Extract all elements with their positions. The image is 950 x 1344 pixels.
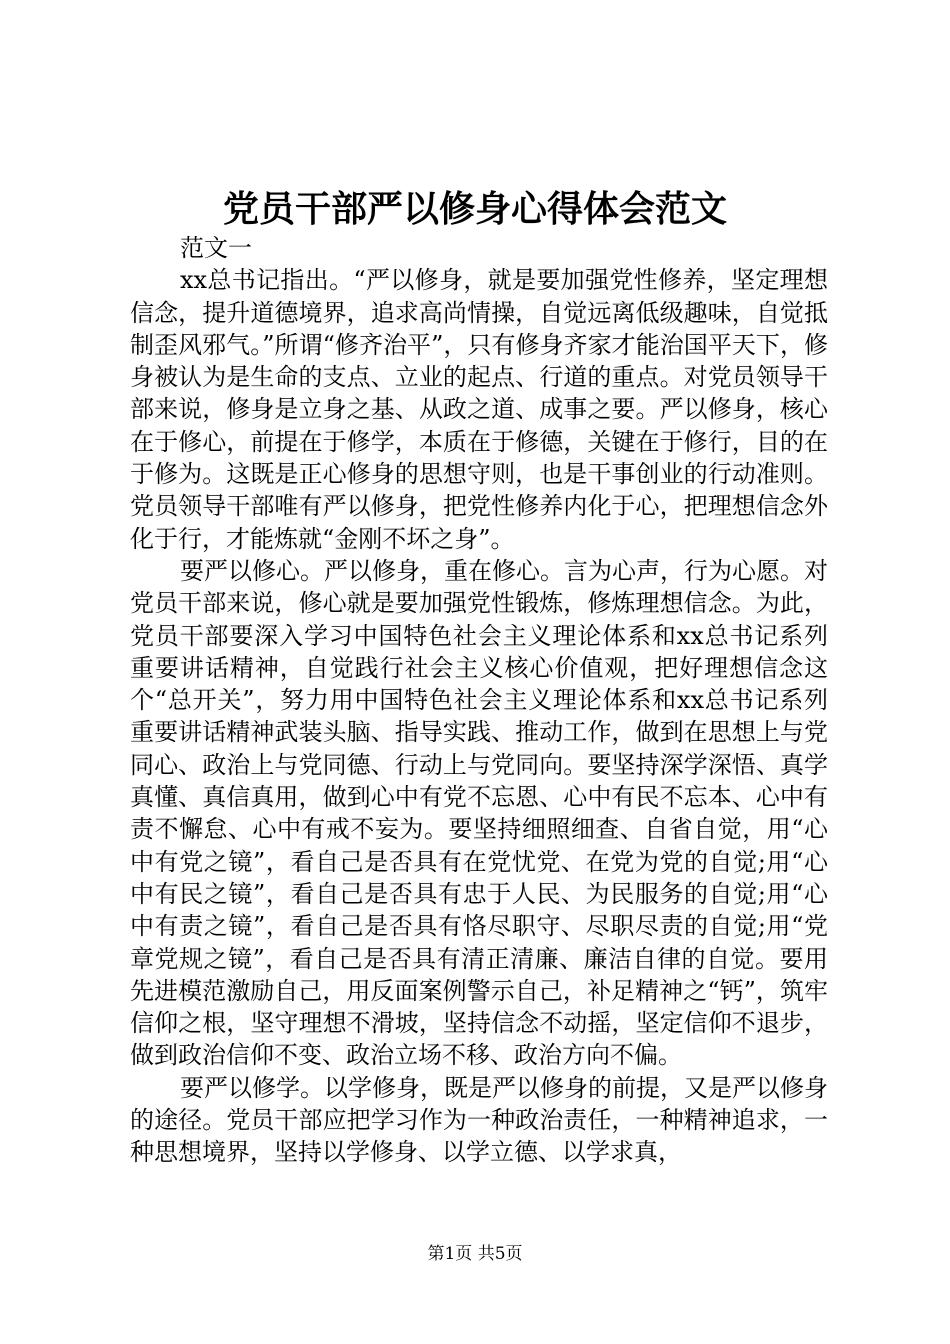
document-title: 党员干部严以修身心得体会范文 <box>222 189 727 230</box>
document-body <box>130 232 828 1169</box>
page-footer: 第1页 共5页 <box>427 1244 523 1264</box>
paragraph-1: xx总书记指出。“严以修身，就是要加强党性修养，坚定理想信念，提升道德境界，追求高尚情操，自觉远离低级趣味，自觉抵制歪风邪气。”所谓“修齐治平”，只有修身齐家才能治国平天下，修身被认为是生命的支点、立业的起点、行道的重点。对党员领导干部来说，修身是立身之基、从政之道、成事之要。严以修身，核心在于修心，前提在于修学，本质在于修德，关键在于修行，目的在于修为。这既是正心修身的思想守则，也是干事创业的行动准则。党员领导干部唯有严以修身，把党性修养内化于心，把理想信念外化于行，才能炼就“金刚不坏之身”。 <box>130 266 828 553</box>
paragraph-3: 要严以修学。以学修身，既是严以修身的前提，又是严以修身的途径。党员干部应把学习作为一种政治责任，一种精神追求，一种思想境界，坚持以学修身、以学立德、以学求真， <box>130 1073 828 1167</box>
section-label: 范文一 <box>180 234 252 262</box>
paragraph-2: 要严以修心。严以修身，重在修心。言为心声，行为心愿。对党员干部来说，修心就是要加强党性锻炼，修炼理想信念。为此，党员干部要深入学习中国特色社会主义理论体系和xx总书记系列重要讲话精神，自觉践行社会主义核心价值观，把好理想信念这个“总开关”，努力用中国特色社会主义理论体系和xx总书记系列重要讲话精神武装头脑、指导实践、推动工作，做到在思想上与党同心、政治上与党同德、行动上与党同向。要坚持深学深悟、真学真懂、真信真用，做到心中有党不忘恩、心中有民不忘本、心中有责不懈怠、心中有戒不妄为。要坚持细照细查、自省自觉，用“心中有党之镜”，看自己是否具有在党忧党、在党为党的自觉;用“心中有民之镜”，看自己是否具有忠于人民、为民服务的自觉;用“心中有责之镜”，看自己是否具有恪尽职守、尽职尽责的自觉;用“党章党规之镜”，看自己是否具有清正清廉、廉洁自律的自觉。要用先进模范激励自己，用反面案例警示自己，补足精神之“钙”，筑牢信仰之根，坚守理想不滑坡，坚持信念不动摇，坚定信仰不退步，做到政治信仰不变、政治立场不移、政治方向不偏。 <box>130 556 828 1070</box>
